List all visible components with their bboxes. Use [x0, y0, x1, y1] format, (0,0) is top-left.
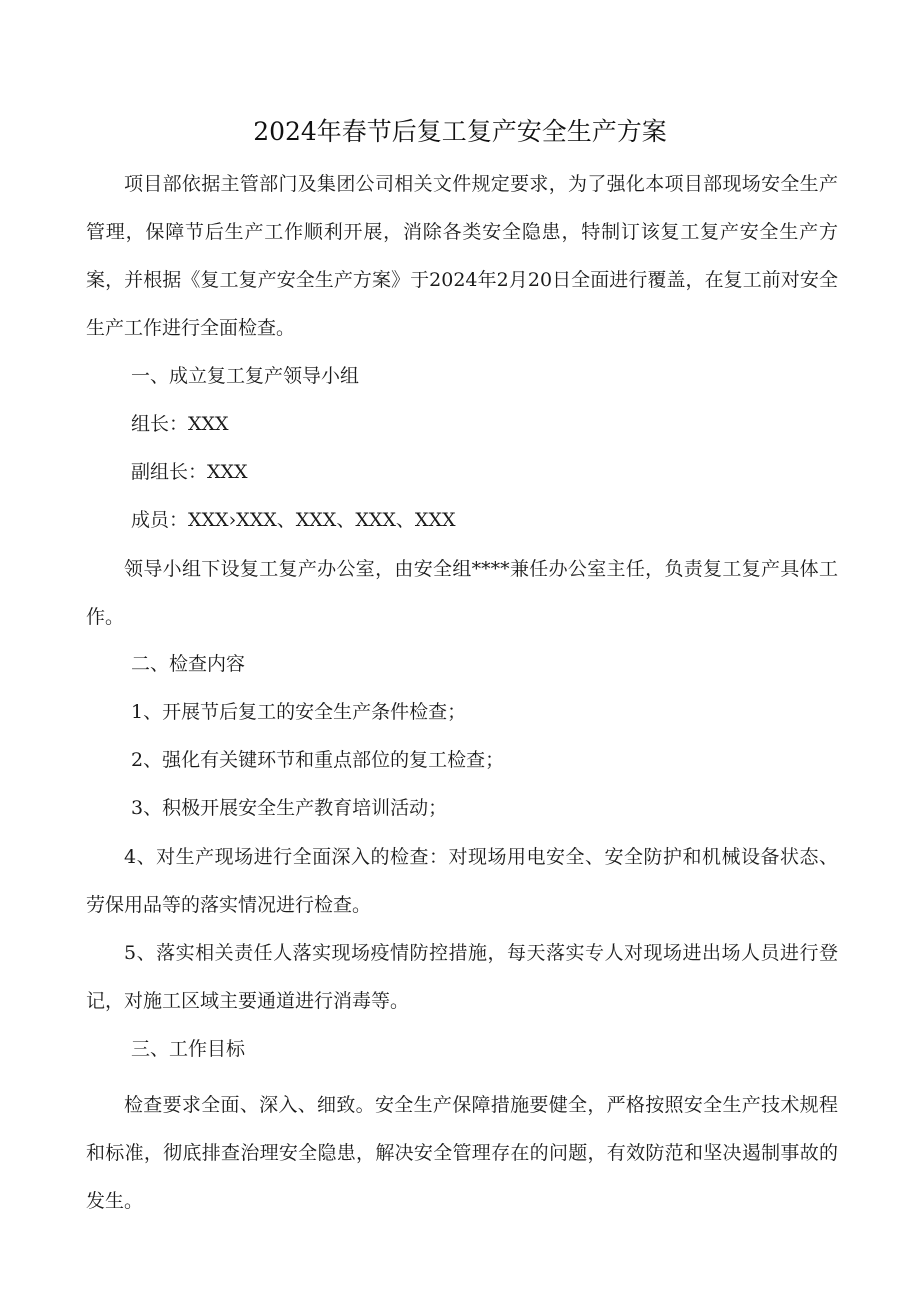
document-title: 2024年春节后复工复产安全生产方案 [253, 117, 667, 146]
section-1-heading: 一、成立复工复产领导小组 [131, 365, 360, 387]
group-members: 成员：XXX›XXX、XXX、XXX、XXX [131, 509, 456, 531]
check-item-2: 2、强化有关键环节和重点部位的复工检查； [131, 749, 505, 771]
section-3-heading: 三、工作目标 [131, 1038, 246, 1060]
intro-paragraph: 项目部依据主管部门及集团公司相关文件规定要求，为了强化本项目部现场安全生产管理，保障节后生产工作顺利开展，消除各类安全隐患，特制订该复工复产安全生产方案，并根据《复工复产安全生产方案》于2024年2月20日全面进行覆盖，在复工前对安全生产工作进行全面检查。 [86, 173, 838, 339]
goal-paragraph: 检查要求全面、深入、细致。安全生产保障措施要健全，严格按照安全生产技术规程和标准，彻底排查治理安全隐患，解决安全管理存在的问题，有效防范和坚决遏制事故的发生。 [86, 1094, 838, 1212]
check-item-5: 5、落实相关责任人落实现场疫情防控措施，每天落实专人对现场进出场人员进行登记，对施工区域主要通道进行消毒等。 [86, 942, 838, 1012]
section-2-heading: 二、检查内容 [131, 653, 246, 675]
office-paragraph: 领导小组下设复工复产办公室，由安全组****兼任办公室主任，负责复工复产具体工作。 [86, 558, 838, 628]
group-leader: 组长：XXX [131, 413, 229, 435]
check-item-3: 3、积极开展安全生产教育培训活动； [131, 797, 448, 819]
check-item-1: 1、开展节后复工的安全生产条件检查； [131, 701, 467, 723]
check-item-4: 4、对生产现场进行全面深入的检查：对现场用电安全、安全防护和机械设备状态、劳保用品等的落实情况进行检查。 [86, 846, 838, 916]
group-deputy-leader: 副组长：XXX [131, 461, 248, 483]
